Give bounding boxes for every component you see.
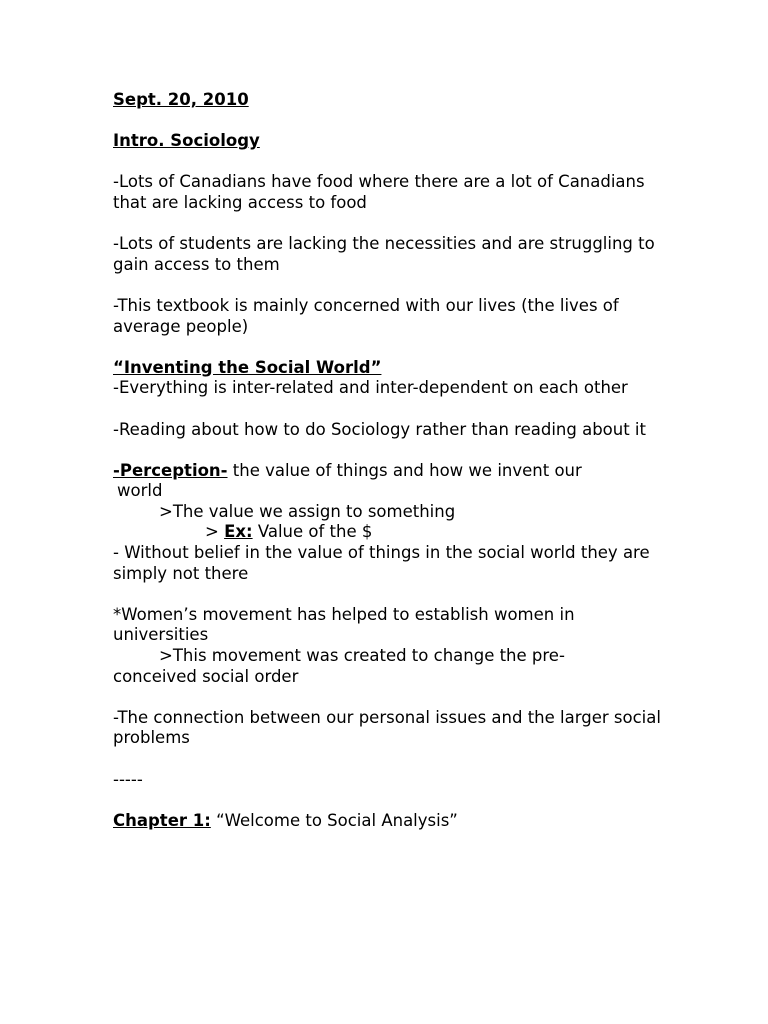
chapter-title: “Welcome to Social Analysis” (210, 810, 458, 830)
perception-sub-1: >The value we assign to something (159, 501, 456, 521)
separator: ----- (113, 769, 143, 789)
section-heading: “Inventing the Social World” (113, 357, 382, 377)
note-line-students: -Lots of students are lacking the necessities and are struggling to gain access to them (113, 234, 660, 274)
spacer (113, 440, 673, 461)
note-line-reading: -Reading about how to do Sociology rather than reading about it (113, 419, 646, 439)
spacer (113, 111, 673, 132)
perception-follow: - Without belief in the value of things in the social world they are simply not there (113, 543, 655, 583)
note-line-textbook: -This textbook is mainly concerned with our lives (the lives of average people) (113, 295, 624, 336)
perception-definition-cont: world (117, 481, 163, 501)
spacer (113, 749, 673, 770)
womens-movement-sub: >This movement was created to change the pre- (159, 646, 565, 666)
perception-term: -Perception- (113, 460, 228, 480)
spacer (113, 152, 673, 173)
perception-example (113, 522, 673, 543)
spacer (113, 399, 673, 420)
note-line-connection: -The connection between our personal issues and the larger social problems (113, 707, 667, 748)
spacer (113, 337, 673, 358)
spacer (113, 584, 673, 605)
note-line-inter-related: -Everything is inter-related and inter-dependent on each other (113, 378, 628, 398)
spacer (113, 790, 673, 811)
perception-example-text: Value of the $ (252, 522, 373, 542)
document-page (113, 90, 673, 831)
chapter-label: Chapter 1: (113, 810, 211, 830)
course-title: Intro. Sociology (113, 131, 260, 151)
spacer (113, 687, 673, 708)
spacer (113, 275, 673, 296)
perception-example-prefix: > (205, 522, 225, 542)
perception-line (113, 461, 673, 482)
perception-example-label: Ex: (224, 522, 253, 542)
note-line-canadians-food: -Lots of Canadians have food where there are a lot of Canadians that are lacking access to food (113, 172, 650, 212)
note-date: Sept. 20, 2010 (113, 90, 249, 109)
spacer (113, 214, 673, 235)
womens-movement-line: *Women’s movement has helped to establish women in universities (113, 604, 580, 645)
perception-definition: the value of things and how we invent our (227, 460, 582, 480)
womens-movement-sub-cont: conceived social order (113, 666, 299, 686)
chapter-heading (113, 811, 673, 832)
